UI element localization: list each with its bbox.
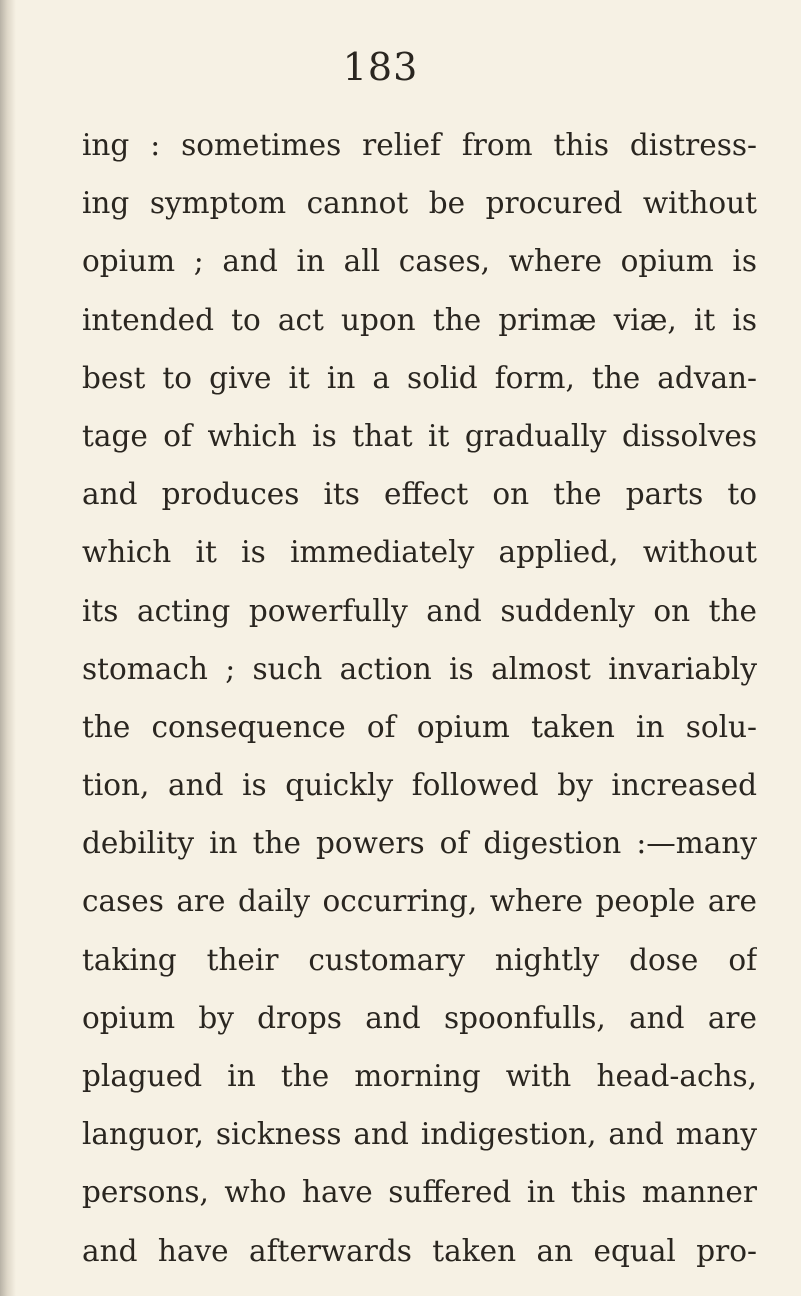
text-line: and have afterwards taken an equal pro- (82, 1233, 757, 1268)
text-line: tage of which is that it gradually dissolves (82, 418, 757, 453)
text-line: its acting powerfully and suddenly on the (82, 593, 757, 628)
page-number: 183 (342, 45, 419, 89)
text-line: opium by drops and spoonfulls, and are (82, 1000, 757, 1035)
text-line: debility in the powers of digestion :—many (82, 826, 757, 861)
text-line: intended to act upon the primæ viæ, it is (82, 302, 757, 337)
text-line: ing : sometimes relief from this distress- (82, 128, 757, 162)
text-line: tion, and is quickly followed by increased (82, 768, 757, 803)
text-line: languor, sickness and indigestion, and many (82, 1117, 757, 1152)
binding-shadow (0, 0, 16, 1296)
text-line: and produces its effect on the parts to (82, 477, 757, 512)
text-line: ing symptom cannot be procured without (82, 186, 757, 221)
text-line: opium ; and in all cases, where opium is (82, 244, 757, 279)
text-line: stomach ; such action is almost invariably (82, 651, 757, 686)
text-line: plagued in the morning with head-achs, (82, 1059, 757, 1093)
body-text (82, 116, 757, 1280)
text-line: the consequence of opium taken in solu- (82, 709, 757, 744)
text-line: cases are daily occurring, where people are (82, 884, 757, 919)
text-line: taking their customary nightly dose of (82, 942, 757, 977)
text-line: persons, who have suffered in this manner (82, 1175, 757, 1210)
text-line: best to give it in a solid form, the advan- (82, 360, 757, 395)
text-line: which it is immediately applied, without (82, 535, 757, 570)
